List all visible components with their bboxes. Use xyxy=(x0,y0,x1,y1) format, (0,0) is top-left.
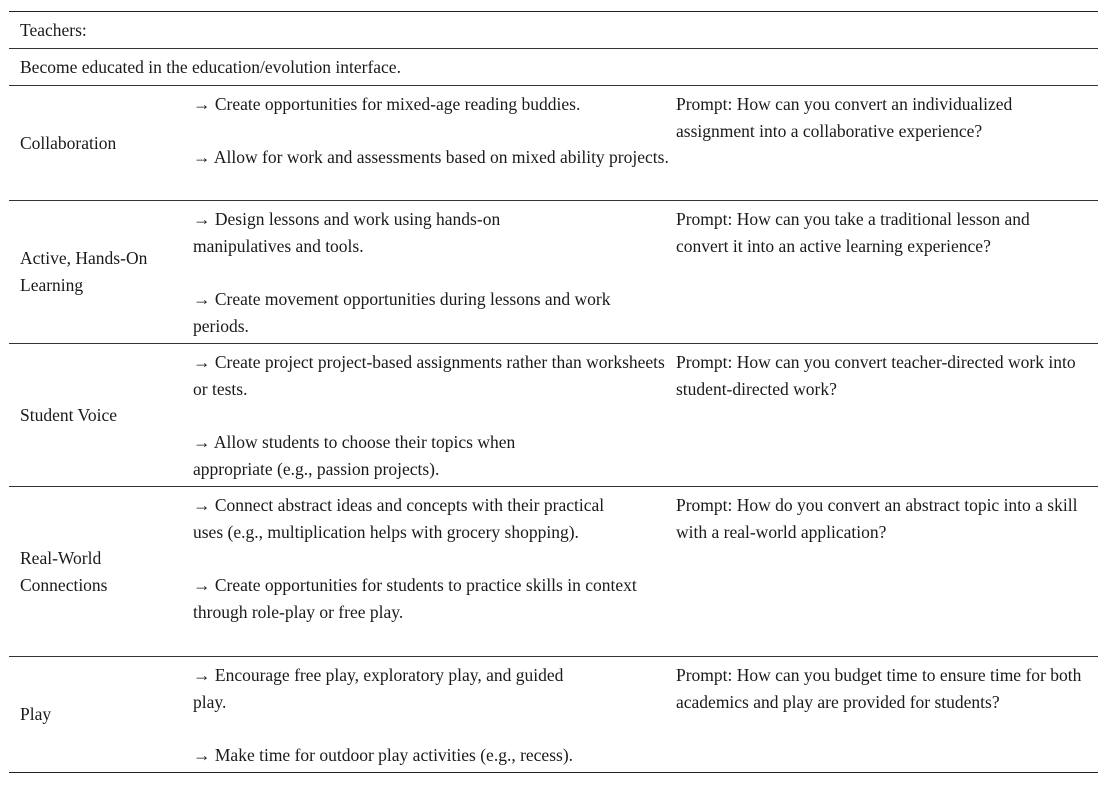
prompt-cell: Prompt: How can you convert an individualized assignment into a collaborative experience? xyxy=(676,94,1013,141)
category-cell xyxy=(9,201,193,343)
actions-cell xyxy=(193,201,676,343)
action-item: → Design lessons and work using hands-on manipulatives and tools. xyxy=(193,209,501,256)
action-item: → Allow for work and assessments based on mixed ability projects. xyxy=(193,147,669,167)
prompt-cell: Prompt: How can you convert teacher-directed work into student-directed work? xyxy=(676,352,1076,399)
table-row xyxy=(9,201,1098,344)
actions-cell xyxy=(193,487,676,656)
table xyxy=(9,11,1098,773)
action-item: → Allow students to choose their topics when appropriate (e.g., passion projects). xyxy=(193,432,516,479)
table-row xyxy=(9,657,1098,772)
actions-cell xyxy=(193,657,676,772)
category-active-hands-on-learning: Active, Hands-On Learning xyxy=(20,248,148,295)
table-row xyxy=(9,344,1098,487)
table-row xyxy=(9,86,1098,201)
category-student-voice: Student Voice xyxy=(20,404,118,425)
category-play: Play xyxy=(20,704,52,724)
action-item: → Create project project-based assignments rather than worksheets or tests. xyxy=(193,352,665,399)
table-header-label: Teachers: xyxy=(20,19,87,40)
action-item: → Create opportunities for students to practice skills in context through role-play or free play. xyxy=(193,575,637,622)
prompt-cell: Prompt: How can you take a traditional lesson and convert it into an active learning experience? xyxy=(676,209,1030,256)
action-item: → Encourage free play, exploratory play, and guided play. xyxy=(193,665,564,712)
prompt-cell: Prompt: How can you budget time to ensure time for both academics and play are provided for students? xyxy=(676,665,1082,712)
category-collaboration: Collaboration xyxy=(20,132,117,153)
table-subtitle-row xyxy=(9,49,1098,86)
table-header-row xyxy=(9,12,1098,49)
category-cell xyxy=(9,86,193,200)
action-item: → Create opportunities for mixed-age reading buddies. xyxy=(193,94,581,114)
category-cell xyxy=(9,344,193,486)
category-cell xyxy=(9,487,193,656)
actions-cell xyxy=(193,344,676,486)
actions-cell xyxy=(193,86,676,200)
category-real-world-connections: Real-World Connections xyxy=(20,547,108,595)
action-item: → Make time for outdoor play activities (e.g., recess). xyxy=(193,745,574,765)
table-row xyxy=(9,487,1098,657)
table-subtitle: Become educated in the education/evolution interface. xyxy=(20,56,401,77)
action-item: → Create movement opportunities during lessons and work periods. xyxy=(193,289,611,336)
action-item: → Connect abstract ideas and concepts with their practical uses (e.g., multiplication helps with grocery shopping). xyxy=(193,495,605,542)
prompt-cell: Prompt: How do you convert an abstract topic into a skill with a real-world application? xyxy=(676,495,1078,542)
category-cell xyxy=(9,657,193,772)
